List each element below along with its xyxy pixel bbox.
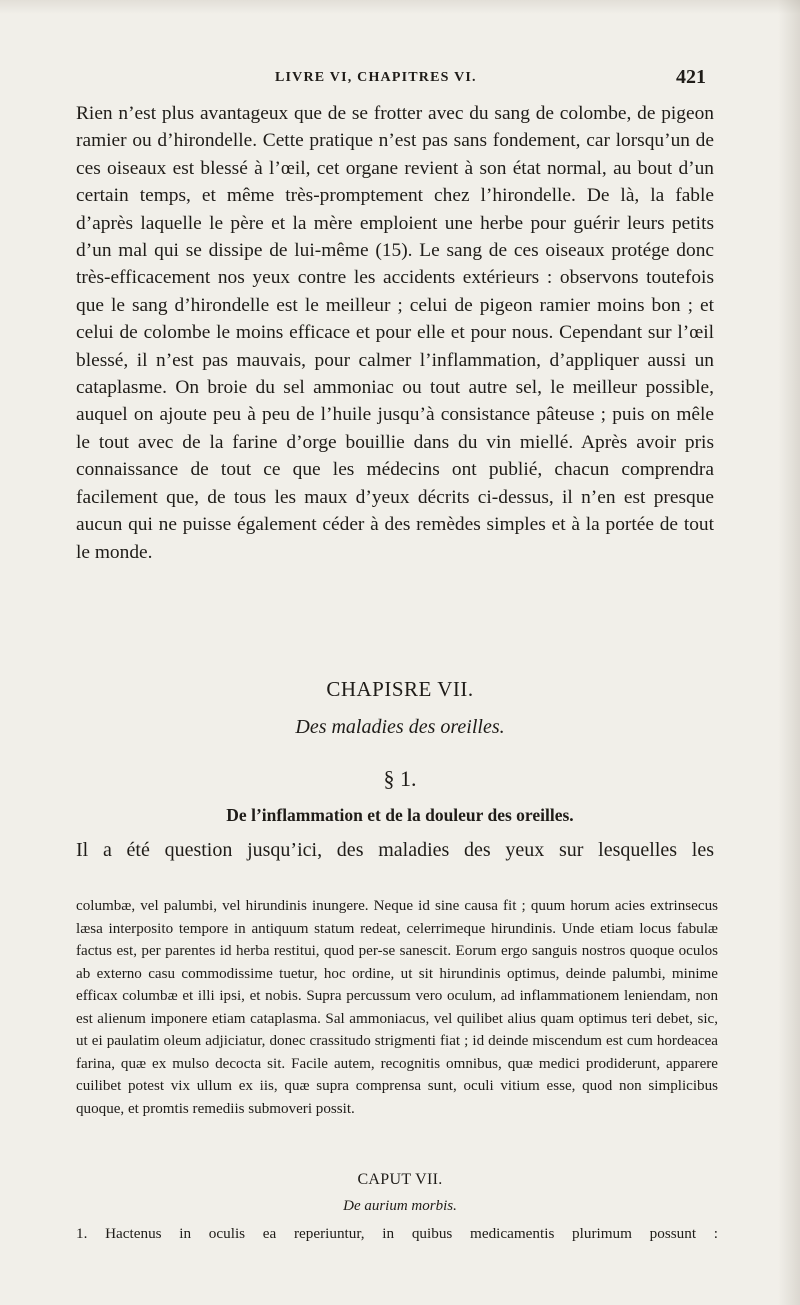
running-head-title: LIVRE VI, CHAPITRES VI. <box>275 70 477 85</box>
latin-caput-title: CAPUT VII. <box>357 1171 443 1188</box>
chapter-subtitle: Des maladies des oreilles. <box>295 716 505 738</box>
page-shadow-top <box>0 0 800 14</box>
latin-paragraph: columbæ, vel palumbi, vel hirundinis inungere. Neque id sine causa fit ; quum horum acies extrinsecus læsa interposito tempore in antiquum statum redeat, celerrimeque hirundinis. Unde etiam locus fabulæ factus est, per parentes id herba restitui, quod per-se sanescit. Eorum ergo sanguis nostros quoque oculos ab externo casu commodissime tuetur, hoc ordine, ut sit hirundinis optimus, deinde palumbi, minime efficax columbæ et illi ipsi, et nobis. Supra percussum vero oculum, ad inflammationem leniendam, non est alienum imponere etiam cataplasma. Sal ammoniacus, vel quilibet alius quam optimus teri debet, sic, ut ei paulatim oleum adjiciatur, donec crassitudo strigmenti fiat ; id deinde miscendum est cum hordeacea farina, quæ ex mulso decocta sit. Facile autem, recognitis omnibus, quæ medici prodiderunt, apparere cuilibet potest vix ullum ex iis, quæ supra comprensa sunt, oculi vitium esse, quod non simplicibus quoque, et promtis remediis submoveri possit. <box>76 898 718 1117</box>
main-text-block <box>76 100 714 566</box>
latin-caput-subtitle: De aurium morbis. <box>343 1198 457 1214</box>
latin-last-line: 1. Hactenus in oculis ea reperiuntur, in quibus medicamentis plurimum possunt : <box>76 1225 718 1242</box>
page-shadow-right <box>778 0 800 1305</box>
section-heading: De l’inflammation et de la douleur des oreilles. <box>226 805 574 825</box>
latin-text-block <box>76 895 718 1120</box>
running-head <box>0 66 800 90</box>
main-paragraph: Rien n’est plus avantageux que de se frotter avec du sang de colombe, de pigeon ramier ou d’hirondelle. Cette pratique n’est pas sans fondement, car lorsqu’un de ces oiseaux est blessé à l’œil, cet organe revient à son état normal, au bout d’un certain temps, et même très-promptement chez l’hirondelle. De là, la fable d’après laquelle le père et la mère emploient une herbe pour guérir leurs petits d’un mal qui se dissipe de lui-même (15). Le sang de ces oiseaux protége donc très-efficacement nos yeux contre les accidents extérieurs : observons toutefois que le sang d’hirondelle est le meilleur ; celui de pigeon ramier moins bon ; et celui de colombe le moins efficace et pour elle et pour nous. Cependant sur l’œil blessé, il n’est pas mauvais, pour calmer l’inflammation, d’appliquer aussi un cataplasme. On broie du sel ammoniac ou tout autre sel, le meilleur possible, auquel on ajoute peu à peu de l’huile jusqu’à consistance pâteuse ; puis on mêle le tout avec de la farine d’orge bouillie dans du vin miellé. Après avoir pris connaissance de tout ce que les médecins ont publié, chacun comprendra facilement que, de tous les maux d’yeux décrits ci-dessus, il n’en est presque aucun qui ne puisse également céder à des remèdes simples et à la portée de tout le monde. <box>76 103 714 563</box>
page-number: 421 <box>676 66 706 88</box>
chapter-first-line: Il a été question jusqu’ici, des maladies des yeux sur lesquelles les <box>76 839 714 861</box>
section-number: § 1. <box>383 766 417 791</box>
chapter-title: CHAPISRE VII. <box>326 677 474 701</box>
